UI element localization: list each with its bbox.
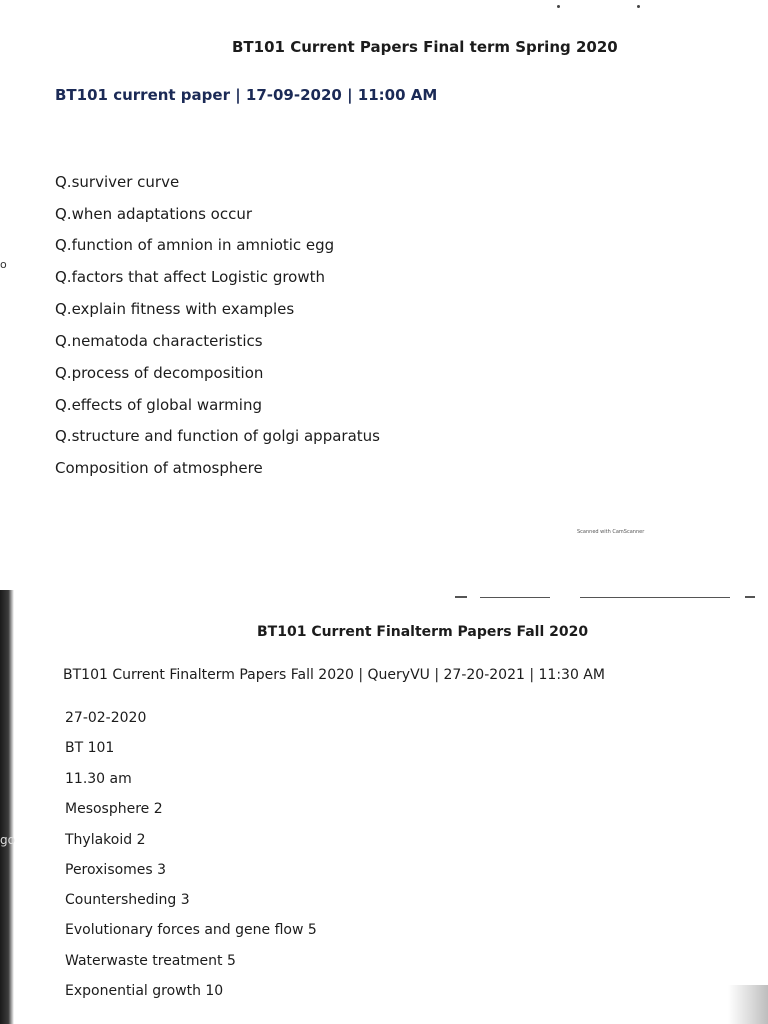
paper-line: Mesosphere 2 (65, 801, 163, 817)
paper-subtitle: BT101 current paper | 17-09-2020 | 11:00 AM (55, 86, 438, 104)
paper-line: Thylakoid 2 (65, 832, 146, 848)
paper-line: 11.30 am (65, 771, 132, 787)
cropped-header-fragment (580, 597, 730, 598)
paper-line: Waterwaste treatment 5 (65, 953, 236, 969)
paper-line: 27-02-2020 (65, 710, 147, 726)
paper-line: Exponential growth 10 (65, 983, 224, 999)
question-item: Q.factors that affect Logistic growth (55, 268, 326, 286)
scan-speck (637, 5, 640, 8)
question-item: Q.surviver curve (55, 173, 180, 191)
question-item: Q.when adaptations occur (55, 205, 253, 223)
question-item: Q.process of decomposition (55, 364, 264, 382)
paper-subtitle-2: BT101 Current Finalterm Papers Fall 2020 | QueryVU | 27-20-2021 | 11:30 AM (63, 667, 605, 683)
scan-speck (557, 5, 560, 8)
paper-line: Peroxisomes 3 (65, 862, 167, 878)
question-item: Q.nematoda characteristics (55, 332, 263, 350)
question-item: Q.effects of global warming (55, 396, 262, 414)
scanner-watermark: Scanned with CamScanner (577, 529, 645, 535)
cropped-side-text: go (0, 833, 15, 847)
cropped-header-fragment (745, 596, 755, 598)
page-corner-shadow (728, 985, 768, 1024)
question-item: Composition of atmosphere (55, 459, 263, 477)
paper-line: Evolutionary forces and gene flow 5 (65, 922, 317, 938)
question-item: Q.function of amnion in amniotic egg (55, 236, 335, 254)
question-item: Q.structure and function of golgi apparatus (55, 427, 380, 445)
paper-line: BT 101 (65, 740, 115, 756)
page-title: BT101 Current Papers Final term Spring 2020 (232, 38, 618, 56)
page-title-2: BT101 Current Finalterm Papers Fall 2020 (257, 624, 589, 640)
cropped-side-text: o (0, 258, 7, 271)
cropped-header-fragment (455, 596, 467, 598)
question-item: Q.explain fitness with examples (55, 300, 295, 318)
page-edge-shadow (0, 590, 14, 1024)
cropped-header-fragment (480, 597, 550, 598)
paper-line: Countersheding 3 (65, 892, 190, 908)
